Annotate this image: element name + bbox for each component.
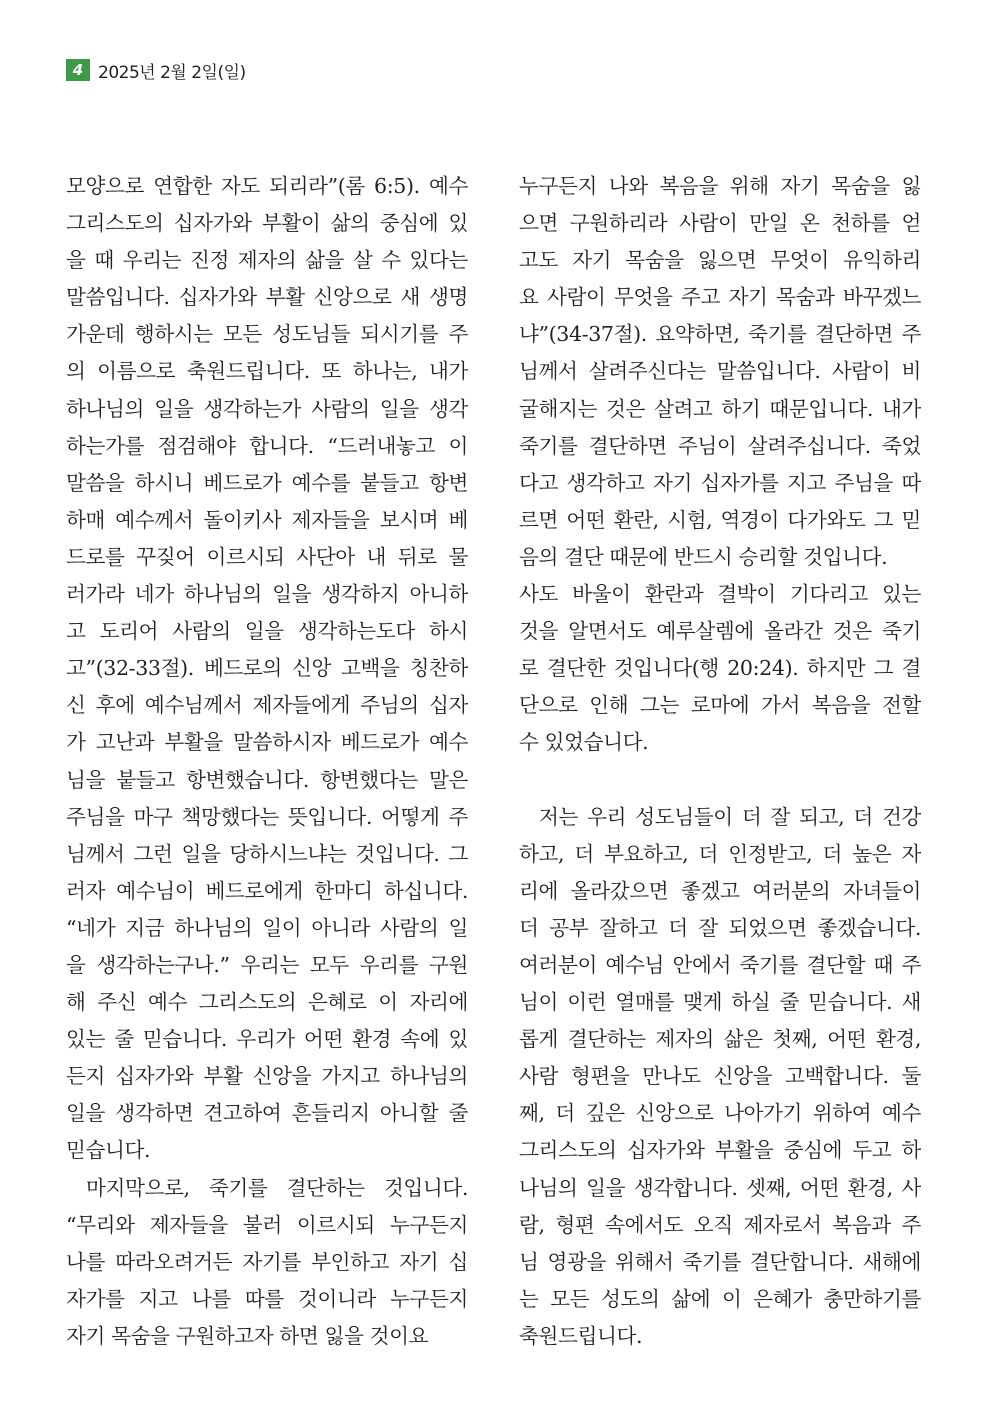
text-line: 마지막으로, 죽기를 결단하는 것입니다. <box>86 1175 468 1200</box>
text-line: 사람 형편을 만나도 신앙을 고백합니다. 둘 <box>519 1064 921 1089</box>
text-line: 신 후에 예수님께서 제자들에게 주님의 십자 <box>66 693 468 718</box>
text-line: 다고 생각하고 자기 십자가를 지고 주님을 따 <box>519 470 921 495</box>
text-line: 고도 자기 목숨을 잃으면 무엇이 유익하리 <box>519 248 921 273</box>
text-line: 님 영광을 위해서 죽기를 결단합니다. 새해에 <box>519 1249 921 1274</box>
text-line: 단으로 인해 그는 로마에 가서 복음을 전할 <box>519 693 921 718</box>
text-line: 하는가를 점검해야 합니다. “드러내놓고 이 <box>66 433 468 458</box>
text-line: 모양으로 연합한 자도 되리라”(롬 6:5). 예수 <box>66 174 468 198</box>
text-line: “무리와 제자들을 불러 이르시되 누구든지 <box>66 1212 468 1237</box>
text-line: 로 결단한 것입니다(행 20:24). 하지만 그 결 <box>519 656 921 681</box>
text-line: 것을 알면서도 예루살렘에 올라간 것은 죽기 <box>519 619 921 644</box>
text-line: 리에 올라갔으면 좋겠고 여러분의 자녀들이 <box>519 878 921 903</box>
text-line: 누구든지 나와 복음을 위해 자기 목숨을 잃 <box>519 174 921 198</box>
text-line: 일을 생각하면 견고하여 흔들리지 아니할 줄 <box>66 1101 468 1126</box>
text-line: 자가를 지고 나를 따를 것이니라 누구든지 <box>66 1286 468 1311</box>
text-line: 나를 따라오려거든 자기를 부인하고 자기 십 <box>66 1249 468 1274</box>
text-line: 고 도리어 사람의 일을 생각하는도다 하시 <box>66 619 468 644</box>
right-column <box>519 168 921 1355</box>
text-line: 가 고난과 부활을 말씀하시자 베드로가 예수 <box>66 730 468 755</box>
text-line: 으면 구원하리라 사람이 만일 온 천하를 얻 <box>519 211 921 236</box>
text-line: 님을 붙들고 항변했습니다. 항변했다는 말은 <box>66 767 468 792</box>
text-line: 더 공부 잘하고 더 잘 되었으면 좋겠습니다. <box>519 915 921 940</box>
left-column <box>66 168 468 1355</box>
paragraph-gap <box>519 762 921 799</box>
text-line: 나님의 일을 생각합니다. 셋째, 어떤 환경, 사 <box>519 1175 921 1200</box>
issue-date: 2025년 2월 2일(일) <box>98 62 246 83</box>
text-line: 가운데 행하시는 모든 성도님들 되시기를 주 <box>66 322 468 347</box>
text-line: 그리스도의 십자가와 부활이 삶의 중심에 있 <box>66 211 468 236</box>
text-line: 있는 줄 믿습니다. 우리가 어떤 환경 속에 있 <box>66 1027 468 1052</box>
text-line: 냐”(34-37절). 요약하면, 죽기를 결단하면 주 <box>519 322 921 347</box>
text-line: 롭게 결단하는 제자의 삶은 첫째, 어떤 환경, <box>519 1027 921 1052</box>
text-line: 하고, 더 부요하고, 더 인정받고, 더 높은 자 <box>519 841 921 866</box>
text-line: 믿습니다. <box>66 1138 151 1163</box>
text-line: 을 생각하는구나.” 우리는 모두 우리를 구원 <box>66 952 468 977</box>
text-line: 르면 어떤 환란, 시험, 역경이 다가와도 그 믿 <box>519 507 921 532</box>
text-line: 자기 목숨을 구원하고자 하면 잃을 것이요 <box>66 1323 429 1348</box>
text-line: 고”(32-33절). 베드로의 신앙 고백을 칭찬하 <box>66 656 468 681</box>
text-line: 해 주신 예수 그리스도의 은혜로 이 자리에 <box>66 990 468 1015</box>
text-line: 러가라 네가 하나님의 일을 생각하지 아니하 <box>66 582 468 607</box>
text-line: 하나님의 일을 생각하는가 사람의 일을 생각 <box>66 396 468 421</box>
text-line: 드로를 꾸짖어 이르시되 사단아 내 뒤로 물 <box>66 544 468 569</box>
text-line: “네가 지금 하나님의 일이 아니라 사람의 일 <box>66 915 468 940</box>
text-line: 음의 결단 때문에 반드시 승리할 것입니다. <box>519 544 888 569</box>
text-line: 축원드립니다. <box>519 1323 643 1348</box>
text-line: 말씀입니다. 십자가와 부활 신앙으로 새 생명 <box>66 285 468 310</box>
text-line: 굴해지는 것은 살려고 하기 때문입니다. 내가 <box>519 396 921 421</box>
text-line: 을 때 우리는 진정 제자의 삶을 살 수 있다는 <box>66 248 468 273</box>
text-line: 저는 우리 성도님들이 더 잘 되고, 더 건강 <box>539 804 921 829</box>
text-line: 말씀을 하시니 베드로가 예수를 붙들고 항변 <box>66 470 468 495</box>
text-line: 요 사람이 무엇을 주고 자기 목숨과 바꾸겠느 <box>519 285 921 310</box>
text-line: 람, 형편 속에서도 오직 제자로서 복음과 주 <box>519 1212 921 1237</box>
text-line: 님께서 살려주신다는 말씀입니다. 사람이 비 <box>519 359 921 384</box>
text-line: 사도 바울이 환란과 결박이 기다리고 있는 <box>519 582 921 607</box>
text-line: 는 모든 성도의 삶에 이 은혜가 충만하기를 <box>519 1286 921 1311</box>
text-line: 죽기를 결단하면 주님이 살려주십니다. 죽었 <box>519 433 921 458</box>
text-line: 여러분이 예수님 안에서 죽기를 결단할 때 주 <box>519 952 921 977</box>
text-line: 수 있었습니다. <box>519 730 649 755</box>
text-line: 러자 예수님이 베드로에게 한마디 하십니다. <box>66 878 468 903</box>
text-line: 주님을 마구 책망했다는 뜻입니다. 어떻게 주 <box>66 804 468 829</box>
text-line: 든지 십자가와 부활 신앙을 가지고 하나님의 <box>66 1064 468 1089</box>
text-line: 님께서 그런 일을 당하시느냐는 것입니다. 그 <box>66 841 468 866</box>
text-line: 님이 이런 열매를 맺게 하실 줄 믿습니다. 새 <box>519 990 921 1015</box>
page-number: 4 <box>66 59 90 81</box>
text-line: 하매 예수께서 돌이키사 제자들을 보시며 베 <box>66 507 468 532</box>
text-line: 째, 더 깊은 신앙으로 나아가기 위하여 예수 <box>519 1101 921 1126</box>
text-line: 그리스도의 십자가와 부활을 중심에 두고 하 <box>519 1138 921 1163</box>
text-line: 의 이름으로 축원드립니다. 또 하나는, 내가 <box>66 359 468 384</box>
page-header <box>66 58 246 82</box>
